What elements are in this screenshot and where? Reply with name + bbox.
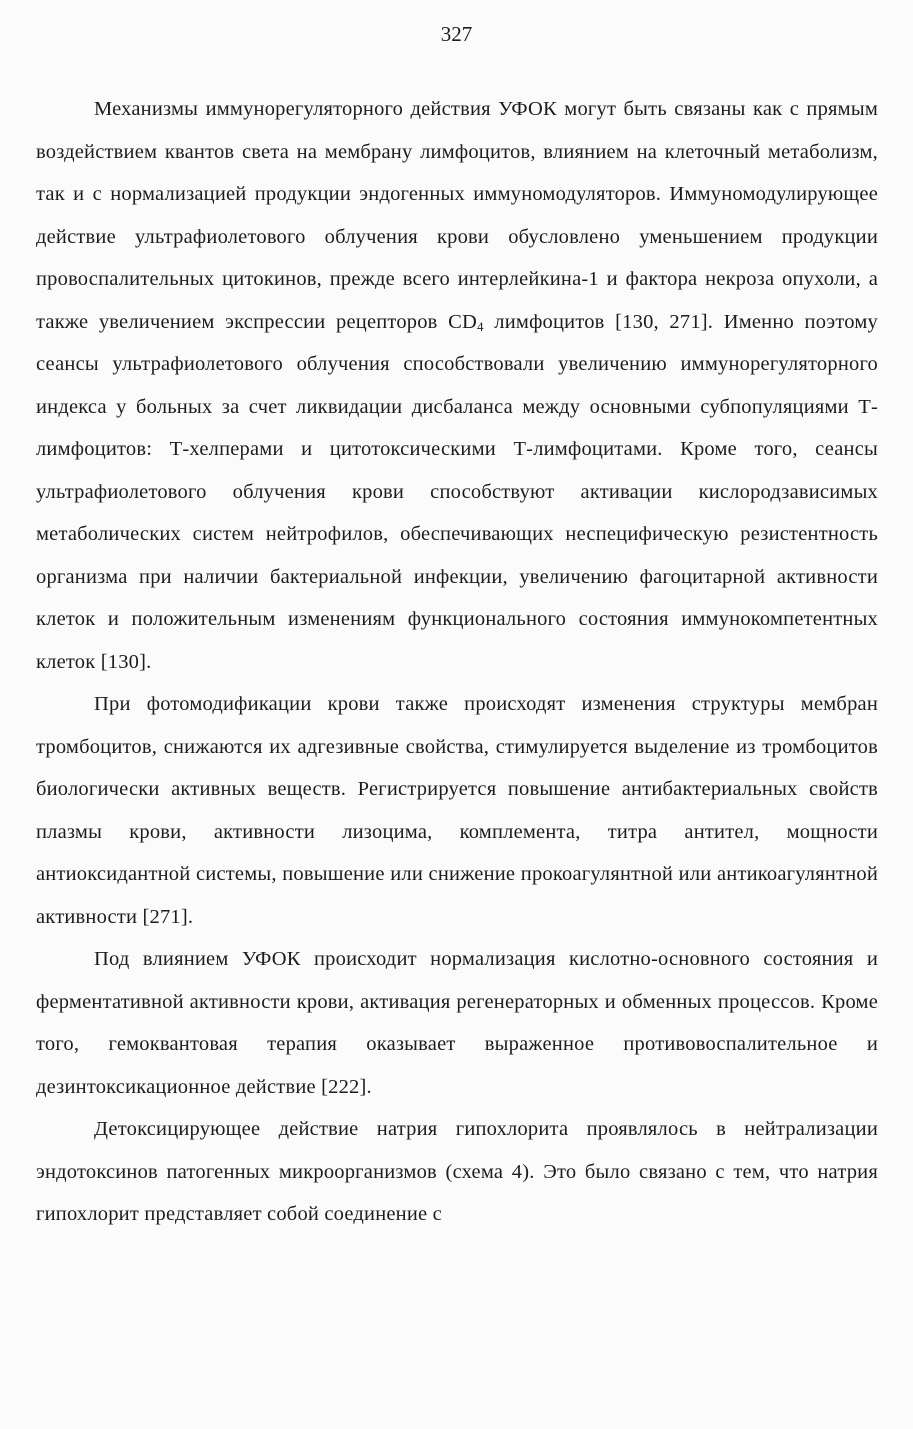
- paragraph-text: Механизмы иммунорегуляторного действия УФОК могут быть связаны как с прямым воздействием квантов света на мембрану лимфоцитов, влиянием на клеточный метаболизм, так и с нормализацией продукции эндогенных иммуномодуляторов. Иммуномодулирующее действие ультрафиолетового облучения крови обусловлено уменьшением продукции провоспалительных цитокинов, прежде всего интерлейкина-1 и фактора некроза опухоли, а также увеличением экспрессии рецепторов CD: [36, 98, 878, 333]
- body-text: [36, 88, 878, 1236]
- paragraph-ufok-effects: Под влиянием УФОК происходит нормализация кислотно-основного состояния и ферментативной активности крови, активация регенераторных и обменных процессов. Кроме того, гемоквантовая терапия оказывает выраженное противовоспалительное и дезинтоксикационное действие [222].: [36, 948, 878, 1098]
- paragraph-hypochlorite: Детоксицирующее действие натрия гипохлорита проявлялось в нейтрализации эндотоксинов патогенных микроорганизмов (схема 4). Это было связано с тем, что натрия гипохлорит представляет собой соединение с: [36, 1118, 878, 1225]
- paragraph-immunoregulation: [36, 88, 878, 683]
- paragraph-text: лимфоцитов [130, 271]. Именно поэтому сеансы ультрафиолетового облучения способствовали увеличению иммунорегуляторного индекса у больных за счет ликвидации дисбаланса между основными субпопуляциями Т-лимфоцитов: Т-хелперами и цитотоксическими Т-лимфоцитами. Кроме того, сеансы ультрафиолетового облучения крови способствуют активации кислородзависимых метаболических систем нейтрофилов, обеспечивающих неспецифическую резистентность организма при наличии бактериальной инфекции, увеличению фагоцитарной активности клеток и положительным изменениям функционального состояния иммунокомпетентных клеток [130].: [36, 310, 878, 673]
- subscript: 4: [477, 318, 484, 334]
- paragraph-photomodification: При фотомодификации крови также происходят изменения структуры мембран тромбоцитов, снижаются их адгезивные свойства, стимулируется выделение из тромбоцитов биологически активных веществ. Регистрируется повышение антибактериальных свойств плазмы крови, активности лизоцима, комплемента, титра антител, мощности антиоксидантной системы, повышение или снижение прокоагулянтной или антикоагулянтной активности [271].: [36, 693, 878, 928]
- page-number: 327: [440, 22, 473, 46]
